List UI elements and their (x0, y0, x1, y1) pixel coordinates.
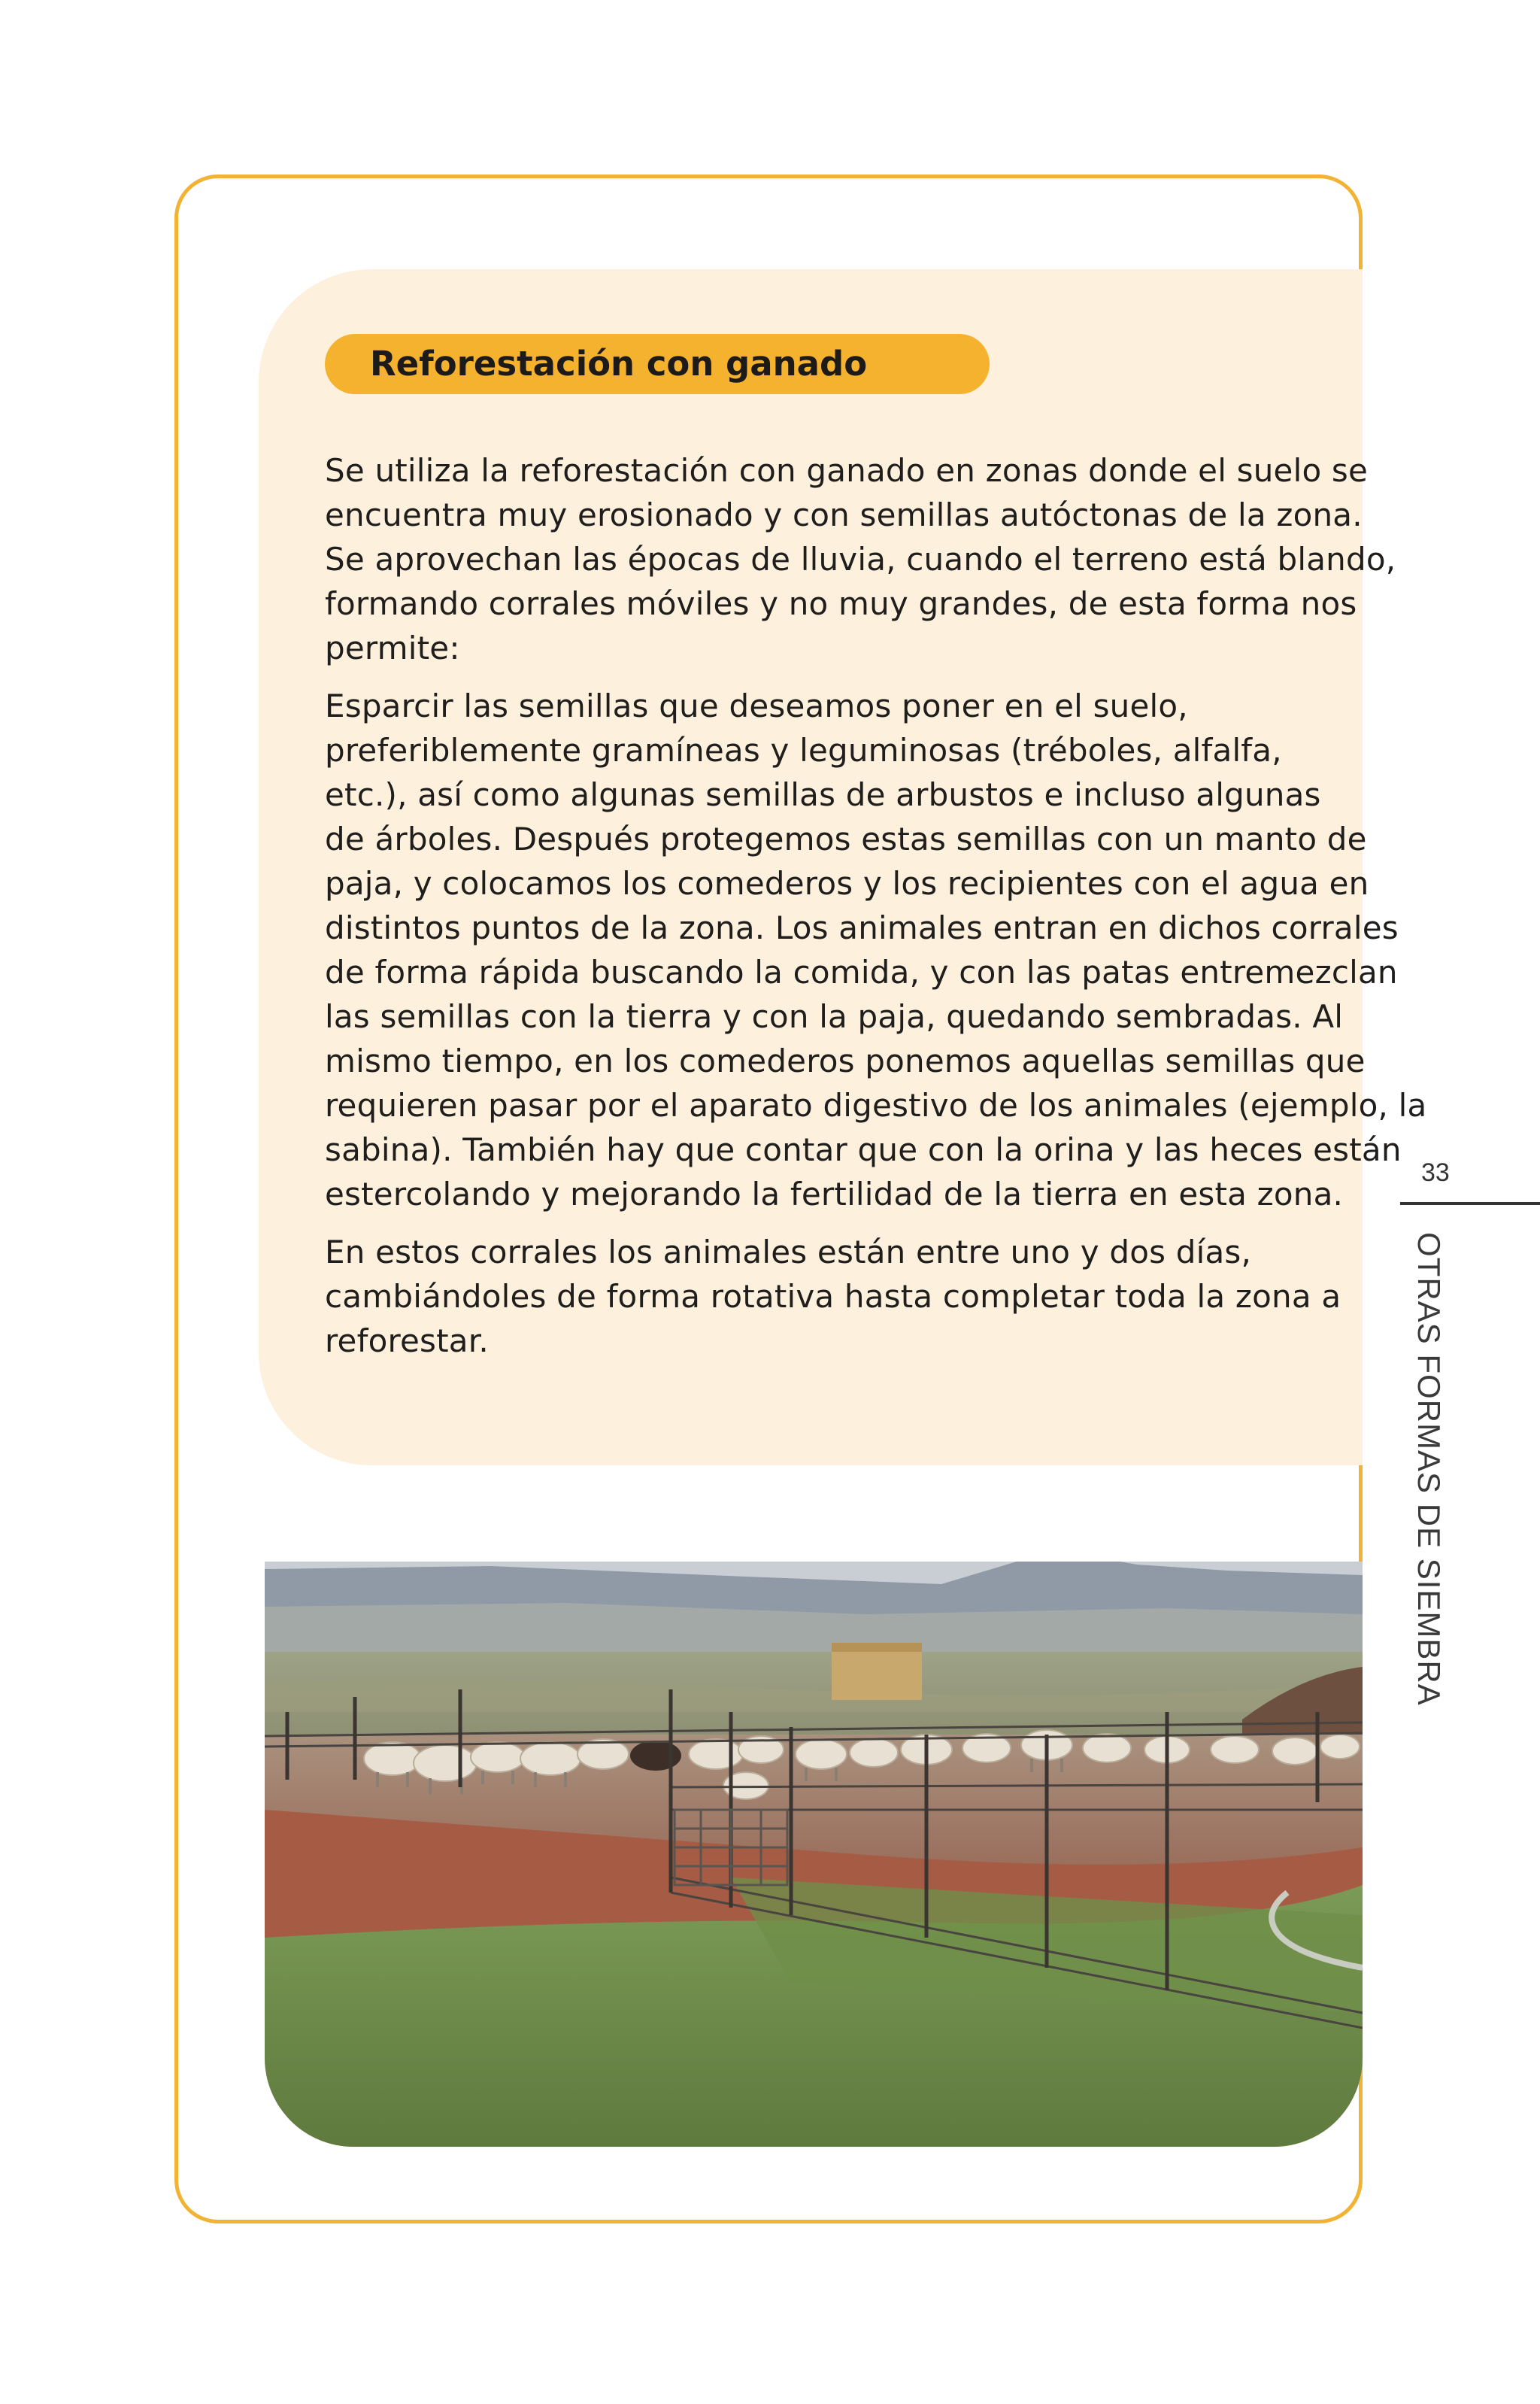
text-line: etc.), así como algunas semillas de arbustos e incluso algunas (325, 776, 1321, 813)
text-line: estercolando y mejorando la fertilidad de la tierra en esta zona. (325, 1176, 1344, 1213)
paragraph (325, 448, 1396, 670)
text-line: reforestar. (325, 1322, 489, 1359)
text-line: encuentra muy erosionado y con semillas autóctonas de la zona. (325, 496, 1363, 533)
text-line: Se aprovechan las épocas de lluvia, cuando el terreno está blando, (325, 541, 1396, 578)
paragraph (325, 1230, 1341, 1363)
chapter-title: OTRAS FORMAS DE SIEMBRA (1411, 1232, 1447, 1706)
sheep-corral-photo (265, 1562, 1363, 2147)
text-line: sabina). También hay que contar que con la orina y las heces están (325, 1131, 1402, 1168)
text-line: formando corrales móviles y no muy grandes, de esta forma nos (325, 585, 1357, 622)
text-line: Esparcir las semillas que deseamos poner en el suelo, (325, 688, 1188, 724)
body-text (325, 448, 1427, 1377)
text-line: las semillas con la tierra y con la paja, quedando sembradas. Al (325, 998, 1344, 1035)
text-line: Se utiliza la reforestación con ganado en zonas donde el suelo se (325, 452, 1369, 489)
page-number-rule (1400, 1202, 1540, 1205)
text-line: requieren pasar por el aparato digestivo de los animales (ejemplo, la (325, 1087, 1427, 1124)
section-heading: Reforestación con ganado (370, 344, 868, 384)
text-line: paja, y colocamos los comederos y los recipientes con el agua en (325, 865, 1369, 902)
text-line: mismo tiempo, en los comederos ponemos aquellas semillas que (325, 1043, 1366, 1079)
paragraph (325, 684, 1427, 1216)
text-line: de forma rápida buscando la comida, y con las patas entremezclan (325, 954, 1398, 991)
text-line: En estos corrales los animales están entre uno y dos días, (325, 1234, 1252, 1270)
text-line: distintos puntos de la zona. Los animales entran en dichos corrales (325, 909, 1399, 946)
text-line: preferiblemente gramíneas y leguminosas (tréboles, alfalfa, (325, 732, 1282, 769)
page-number: 33 (1421, 1158, 1450, 1187)
text-line: cambiándoles de forma rotativa hasta completar toda la zona a (325, 1278, 1341, 1315)
text-line: permite: (325, 630, 460, 666)
text-line: de árboles. Después protegemos estas semillas con un manto de (325, 821, 1367, 857)
